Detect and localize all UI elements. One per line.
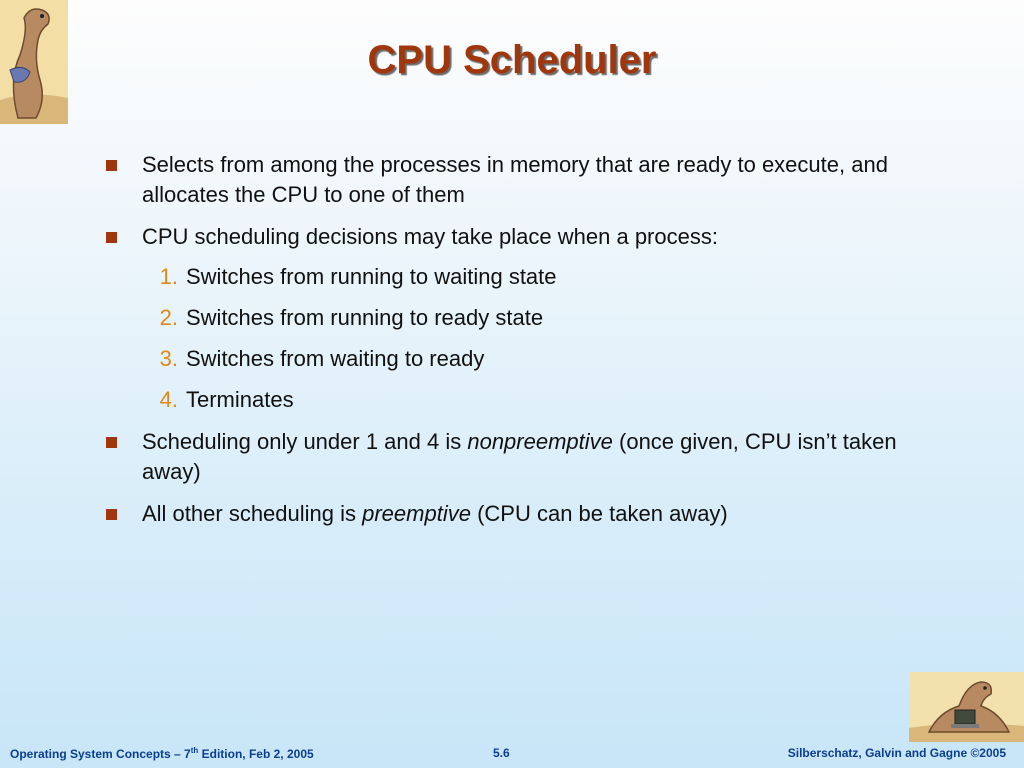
square-bullet-icon (106, 437, 117, 448)
item-number: 1. (159, 264, 178, 289)
numbered-item (102, 262, 922, 292)
item-number: 2. (159, 305, 178, 330)
square-bullet-icon (106, 232, 117, 243)
footer-right: Silberschatz, Galvin and Gagne ©2005 (787, 746, 1006, 760)
dinosaur-laptop-icon (909, 672, 1024, 742)
slide-title: CPU Scheduler (367, 38, 657, 82)
footer-edition: Edition, Feb 2, 2005 (198, 747, 314, 761)
bullet-text: (CPU can be taken away) (470, 501, 728, 526)
footer-left (10, 746, 314, 761)
item-text: Terminates (186, 387, 294, 412)
item-number: 4. (159, 387, 178, 412)
item-text: Switches from running to ready state (186, 305, 544, 330)
page-number: 5.6 (493, 746, 510, 760)
bullet-list (102, 150, 922, 541)
bullet-text: Scheduling only under 1 and 4 is (142, 429, 468, 454)
bullet-item (102, 427, 922, 487)
footer-book-title: Operating System Concepts – 7 (10, 747, 191, 761)
bullet-text: (once given, CPU isn’t taken away) (142, 429, 897, 484)
item-text: Switches from waiting to ready (186, 346, 485, 371)
square-bullet-icon (106, 160, 117, 171)
square-bullet-icon (106, 509, 117, 520)
item-text: Switches from running to waiting state (186, 264, 557, 289)
bullet-text: All other scheduling is (142, 501, 363, 526)
bullet-item (102, 222, 922, 252)
bullet-text: CPU scheduling decisions may take place when a process: (142, 224, 718, 249)
footer-superscript: th (190, 746, 199, 755)
bullet-text: Selects from among the processes in memory that are ready to execute, and allocates the CPU to one of them (142, 152, 888, 207)
emphasis-term: nonpreemptive (467, 429, 613, 454)
bullet-item (102, 150, 922, 210)
emphasis-term: preemptive (362, 501, 471, 526)
numbered-item (102, 344, 922, 374)
item-number: 3. (159, 346, 178, 371)
numbered-item (102, 385, 922, 415)
numbered-item (102, 303, 922, 333)
bullet-item (102, 499, 922, 529)
